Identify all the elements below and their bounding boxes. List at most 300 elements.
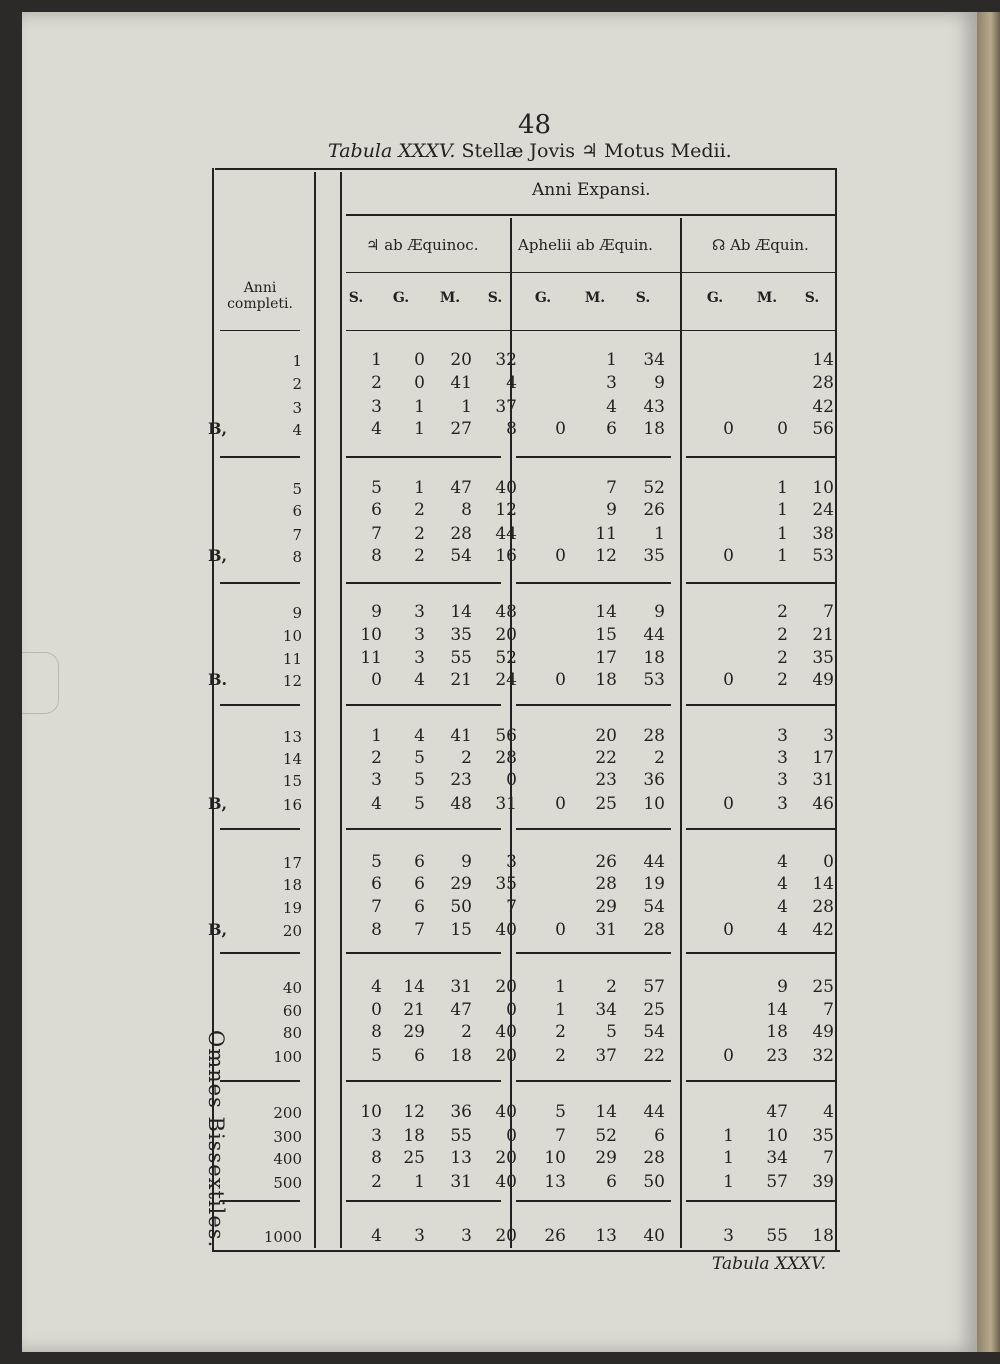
value-cell: 3 <box>777 726 788 746</box>
value-cell: 0 <box>555 546 566 566</box>
value-cell: 1 <box>777 524 788 544</box>
value-cell: 2 <box>371 748 382 768</box>
value-cell: 21 <box>812 625 834 645</box>
value-cell: 0 <box>371 670 382 690</box>
value-cell: 9 <box>606 500 617 520</box>
value-cell: 9 <box>777 977 788 997</box>
value-cell: 52 <box>595 1126 617 1146</box>
value-cell: 8 <box>371 1148 382 1168</box>
value-cell: 4 <box>777 897 788 917</box>
row-header: Anni completi. <box>227 280 293 312</box>
value-cell: 36 <box>643 770 665 790</box>
value-cell: 1 <box>723 1172 734 1192</box>
book-spine <box>977 12 1000 1352</box>
value-cell: 8 <box>461 500 472 520</box>
value-cell: 17 <box>812 748 834 768</box>
value-cell: 3 <box>414 602 425 622</box>
rule-group-2 <box>680 218 682 1248</box>
block-separator <box>516 1200 671 1202</box>
year-cell: 4 <box>292 421 302 439</box>
value-cell: 5 <box>371 1046 382 1066</box>
value-cell: 2 <box>654 748 665 768</box>
year-cell: 2 <box>292 375 302 393</box>
value-cell: 14 <box>403 977 425 997</box>
value-cell: 8 <box>371 546 382 566</box>
bissextile-mark: B, <box>208 920 228 939</box>
value-cell: 23 <box>595 770 617 790</box>
value-cell: 8 <box>506 419 517 439</box>
value-cell: 28 <box>450 524 472 544</box>
subheader: G. <box>534 290 552 306</box>
value-cell: 3 <box>371 1126 382 1146</box>
value-cell: 19 <box>643 874 665 894</box>
value-cell: 3 <box>371 397 382 417</box>
value-cell: 6 <box>414 897 425 917</box>
side-label: Omnes Bissextiles. <box>204 1030 228 1249</box>
year-cell: 6 <box>292 502 302 520</box>
block-separator <box>686 952 836 954</box>
value-cell: 7 <box>371 897 382 917</box>
value-cell: 2 <box>555 1022 566 1042</box>
value-cell: 35 <box>812 1126 834 1146</box>
value-cell: 38 <box>812 524 834 544</box>
col-group-jupiter: ♃ ab Æquinoc. <box>366 236 479 254</box>
block-separator <box>686 828 836 830</box>
value-cell: 5 <box>414 748 425 768</box>
value-cell: 52 <box>643 478 665 498</box>
value-cell: 35 <box>643 546 665 566</box>
rule-under-row-header <box>220 330 300 331</box>
year-cell: 10 <box>282 627 302 645</box>
value-cell: 1 <box>555 977 566 997</box>
year-cell: 7 <box>292 526 302 544</box>
value-cell: 6 <box>606 1172 617 1192</box>
value-cell: 28 <box>595 874 617 894</box>
value-cell: 24 <box>812 500 834 520</box>
value-cell: 27 <box>450 419 472 439</box>
value-cell: 31 <box>812 770 834 790</box>
year-cell: 20 <box>282 922 302 940</box>
value-cell: 3 <box>777 748 788 768</box>
block-separator <box>220 1080 300 1082</box>
block-separator <box>686 456 836 458</box>
year-cell: 8 <box>292 548 302 566</box>
subheader: S. <box>804 290 820 306</box>
subheader: S. <box>487 290 503 306</box>
value-cell: 6 <box>606 419 617 439</box>
value-cell: 4 <box>777 852 788 872</box>
value-cell: 23 <box>766 1046 788 1066</box>
value-cell: 2 <box>461 748 472 768</box>
value-cell: 40 <box>495 920 517 940</box>
value-cell: 12 <box>595 546 617 566</box>
value-cell: 24 <box>495 670 517 690</box>
value-cell: 1 <box>414 478 425 498</box>
value-cell: 4 <box>506 373 517 393</box>
value-cell: 43 <box>643 397 665 417</box>
year-cell: 400 <box>273 1150 302 1168</box>
value-cell: 0 <box>506 770 517 790</box>
value-cell: 18 <box>403 1126 425 1146</box>
value-cell: 1 <box>723 1148 734 1168</box>
value-cell: 10 <box>544 1148 566 1168</box>
value-cell: 7 <box>414 920 425 940</box>
value-cell: 12 <box>403 1102 425 1122</box>
rule-data-start <box>340 172 342 1248</box>
table-label: Tabula XXXV. <box>328 140 456 162</box>
value-cell: 4 <box>371 977 382 997</box>
subheader: G. <box>392 290 410 306</box>
value-cell: 22 <box>595 748 617 768</box>
block-separator <box>220 582 300 584</box>
year-cell: 40 <box>282 979 302 997</box>
subheader: S. <box>635 290 651 306</box>
value-cell: 1 <box>777 478 788 498</box>
value-cell: 14 <box>595 1102 617 1122</box>
year-cell: 11 <box>282 650 302 668</box>
block-separator <box>686 582 836 584</box>
value-cell: 6 <box>414 852 425 872</box>
catchword: Tabula XXXV. <box>712 1254 826 1274</box>
value-cell: 44 <box>643 1102 665 1122</box>
value-cell: 28 <box>812 373 834 393</box>
block-separator <box>516 704 671 706</box>
value-cell: 32 <box>495 350 517 370</box>
value-cell: 56 <box>495 726 517 746</box>
value-cell: 10 <box>766 1126 788 1146</box>
rule-under-group-header <box>346 214 836 216</box>
value-cell: 44 <box>643 852 665 872</box>
value-cell: 31 <box>495 794 517 814</box>
year-cell: 14 <box>282 750 302 768</box>
year-cell: 12 <box>282 672 302 690</box>
block-separator <box>516 456 671 458</box>
value-cell: 26 <box>544 1226 566 1246</box>
value-cell: 1 <box>555 1000 566 1020</box>
value-cell: 0 <box>555 794 566 814</box>
value-cell: 37 <box>495 397 517 417</box>
value-cell: 18 <box>766 1022 788 1042</box>
year-cell: 13 <box>282 728 302 746</box>
value-cell: 12 <box>495 500 517 520</box>
value-cell: 3 <box>461 1226 472 1246</box>
value-cell: 6 <box>654 1126 665 1146</box>
value-cell: 2 <box>371 1172 382 1192</box>
value-cell: 20 <box>495 977 517 997</box>
value-cell: 21 <box>403 1000 425 1020</box>
value-cell: 20 <box>495 1148 517 1168</box>
value-cell: 22 <box>643 1046 665 1066</box>
year-cell: 300 <box>273 1128 302 1146</box>
value-cell: 40 <box>495 1172 517 1192</box>
value-cell: 14 <box>812 350 834 370</box>
value-cell: 34 <box>643 350 665 370</box>
subheader: M. <box>756 290 778 306</box>
block-separator <box>516 1080 671 1082</box>
col-group-node: ☊ Ab Æquin. <box>712 236 809 254</box>
year-cell: 18 <box>282 876 302 894</box>
value-cell: 18 <box>595 670 617 690</box>
block-separator <box>516 582 671 584</box>
value-cell: 0 <box>723 419 734 439</box>
value-cell: 2 <box>777 625 788 645</box>
value-cell: 18 <box>643 648 665 668</box>
value-cell: 55 <box>450 648 472 668</box>
table-bottom-rule <box>212 1250 840 1252</box>
value-cell: 29 <box>450 874 472 894</box>
value-cell: 11 <box>595 524 617 544</box>
value-cell: 1 <box>371 726 382 746</box>
value-cell: 21 <box>450 670 472 690</box>
value-cell: 0 <box>777 419 788 439</box>
value-cell: 14 <box>450 602 472 622</box>
value-cell: 3 <box>777 794 788 814</box>
value-cell: 3 <box>606 373 617 393</box>
value-cell: 15 <box>595 625 617 645</box>
value-cell: 2 <box>777 602 788 622</box>
value-cell: 20 <box>495 1226 517 1246</box>
year-cell: 5 <box>292 480 302 498</box>
value-cell: 37 <box>595 1046 617 1066</box>
block-separator <box>346 1080 501 1082</box>
value-cell: 8 <box>371 1022 382 1042</box>
value-cell: 0 <box>414 373 425 393</box>
value-cell: 2 <box>777 648 788 668</box>
value-cell: 4 <box>606 397 617 417</box>
value-cell: 40 <box>643 1226 665 1246</box>
value-cell: 3 <box>506 852 517 872</box>
value-cell: 14 <box>766 1000 788 1020</box>
year-cell: 16 <box>282 796 302 814</box>
value-cell: 7 <box>823 602 834 622</box>
value-cell: 53 <box>643 670 665 690</box>
value-cell: 46 <box>812 794 834 814</box>
value-cell: 25 <box>643 1000 665 1020</box>
year-cell: 1000 <box>263 1228 302 1246</box>
page-number: 48 <box>518 110 552 140</box>
value-cell: 2 <box>414 500 425 520</box>
block-separator <box>220 704 300 706</box>
value-cell: 15 <box>450 920 472 940</box>
year-cell: 500 <box>273 1174 302 1192</box>
bissextile-mark: B, <box>208 419 228 438</box>
value-cell: 42 <box>812 920 834 940</box>
value-cell: 18 <box>450 1046 472 1066</box>
value-cell: 7 <box>555 1126 566 1146</box>
year-cell: 3 <box>292 399 302 417</box>
value-cell: 47 <box>450 1000 472 1020</box>
value-cell: 13 <box>595 1226 617 1246</box>
block-separator <box>516 952 671 954</box>
value-cell: 0 <box>723 546 734 566</box>
value-cell: 44 <box>495 524 517 544</box>
bissextile-mark: B, <box>208 546 228 565</box>
value-cell: 29 <box>403 1022 425 1042</box>
block-separator <box>686 704 836 706</box>
year-cell: 80 <box>282 1024 302 1042</box>
block-separator <box>346 828 501 830</box>
value-cell: 5 <box>371 478 382 498</box>
value-cell: 6 <box>371 500 382 520</box>
value-cell: 49 <box>812 1022 834 1042</box>
value-cell: 5 <box>555 1102 566 1122</box>
year-cell: 1 <box>292 352 302 370</box>
value-cell: 2 <box>371 373 382 393</box>
year-cell: 100 <box>273 1048 302 1066</box>
subheader: S. <box>348 290 364 306</box>
value-cell: 2 <box>555 1046 566 1066</box>
value-cell: 40 <box>495 1022 517 1042</box>
value-cell: 0 <box>506 1126 517 1146</box>
value-cell: 1 <box>414 397 425 417</box>
value-cell: 14 <box>812 874 834 894</box>
block-separator <box>686 1200 836 1202</box>
value-cell: 0 <box>723 794 734 814</box>
value-cell: 52 <box>495 648 517 668</box>
value-cell: 13 <box>450 1148 472 1168</box>
value-cell: 3 <box>823 726 834 746</box>
value-cell: 17 <box>595 648 617 668</box>
year-cell: 17 <box>282 854 302 872</box>
block-separator <box>220 1200 300 1202</box>
value-cell: 4 <box>777 920 788 940</box>
value-cell: 55 <box>766 1226 788 1246</box>
value-cell: 8 <box>371 920 382 940</box>
page-tab <box>22 652 59 714</box>
block-separator <box>346 1200 501 1202</box>
value-cell: 36 <box>450 1102 472 1122</box>
value-cell: 32 <box>812 1046 834 1066</box>
value-cell: 48 <box>450 794 472 814</box>
value-cell: 4 <box>414 726 425 746</box>
value-cell: 5 <box>371 852 382 872</box>
value-cell: 6 <box>414 874 425 894</box>
value-cell: 10 <box>360 625 382 645</box>
value-cell: 0 <box>823 852 834 872</box>
value-cell: 13 <box>544 1172 566 1192</box>
block-separator <box>220 828 300 830</box>
block-separator <box>220 456 300 458</box>
value-cell: 2 <box>414 524 425 544</box>
value-cell: 31 <box>450 1172 472 1192</box>
value-cell: 55 <box>450 1126 472 1146</box>
value-cell: 3 <box>414 625 425 645</box>
value-cell: 1 <box>414 419 425 439</box>
value-cell: 9 <box>654 602 665 622</box>
value-cell: 25 <box>595 794 617 814</box>
value-cell: 56 <box>812 419 834 439</box>
value-cell: 14 <box>595 602 617 622</box>
value-cell: 31 <box>595 920 617 940</box>
value-cell: 2 <box>414 546 425 566</box>
page-header <box>328 140 732 162</box>
value-cell: 47 <box>450 478 472 498</box>
value-cell: 53 <box>812 546 834 566</box>
value-cell: 57 <box>643 977 665 997</box>
value-cell: 54 <box>643 897 665 917</box>
year-cell: 200 <box>273 1104 302 1122</box>
value-cell: 1 <box>777 500 788 520</box>
value-cell: 28 <box>643 726 665 746</box>
value-cell: 54 <box>450 546 472 566</box>
value-cell: 9 <box>461 852 472 872</box>
group-header: Anni Expansi. <box>532 180 651 200</box>
value-cell: 54 <box>643 1022 665 1042</box>
rule-under-col-groups <box>346 272 836 273</box>
value-cell: 9 <box>371 602 382 622</box>
value-cell: 49 <box>812 670 834 690</box>
value-cell: 4 <box>414 670 425 690</box>
value-cell: 0 <box>555 670 566 690</box>
table-title: Stellæ Jovis ♃ Motus Medii. <box>461 140 732 162</box>
value-cell: 1 <box>414 1172 425 1192</box>
year-cell: 60 <box>282 1002 302 1020</box>
value-cell: 3 <box>371 770 382 790</box>
value-cell: 7 <box>506 897 517 917</box>
value-cell: 0 <box>414 350 425 370</box>
value-cell: 3 <box>777 770 788 790</box>
value-cell: 10 <box>360 1102 382 1122</box>
value-cell: 50 <box>643 1172 665 1192</box>
value-cell: 26 <box>595 852 617 872</box>
value-cell: 25 <box>812 977 834 997</box>
value-cell: 28 <box>643 920 665 940</box>
value-cell: 5 <box>414 794 425 814</box>
block-separator <box>686 1080 836 1082</box>
value-cell: 16 <box>495 546 517 566</box>
block-separator <box>346 952 501 954</box>
value-cell: 40 <box>495 1102 517 1122</box>
value-cell: 4 <box>371 1226 382 1246</box>
value-cell: 47 <box>766 1102 788 1122</box>
value-cell: 4 <box>823 1102 834 1122</box>
value-cell: 6 <box>371 874 382 894</box>
value-cell: 48 <box>495 602 517 622</box>
value-cell: 31 <box>450 977 472 997</box>
value-cell: 4 <box>371 794 382 814</box>
value-cell: 1 <box>723 1126 734 1146</box>
subheader: M. <box>584 290 606 306</box>
year-cell: 19 <box>282 899 302 917</box>
value-cell: 20 <box>450 350 472 370</box>
block-separator <box>346 582 501 584</box>
value-cell: 34 <box>766 1148 788 1168</box>
year-cell: 15 <box>282 772 302 790</box>
year-cell: 9 <box>292 604 302 622</box>
value-cell: 10 <box>812 478 834 498</box>
value-cell: 3 <box>414 1226 425 1246</box>
block-separator <box>346 456 501 458</box>
value-cell: 20 <box>595 726 617 746</box>
value-cell: 4 <box>777 874 788 894</box>
value-cell: 18 <box>812 1226 834 1246</box>
value-cell: 1 <box>654 524 665 544</box>
value-cell: 7 <box>371 524 382 544</box>
value-cell: 39 <box>812 1172 834 1192</box>
value-cell: 29 <box>595 897 617 917</box>
value-cell: 28 <box>495 748 517 768</box>
value-cell: 0 <box>506 1000 517 1020</box>
value-cell: 3 <box>723 1226 734 1246</box>
value-cell: 7 <box>606 478 617 498</box>
subheader: G. <box>706 290 724 306</box>
value-cell: 7 <box>823 1000 834 1020</box>
value-cell: 5 <box>606 1022 617 1042</box>
value-cell: 18 <box>643 419 665 439</box>
value-cell: 0 <box>723 920 734 940</box>
value-cell: 0 <box>371 1000 382 1020</box>
value-cell: 35 <box>812 648 834 668</box>
